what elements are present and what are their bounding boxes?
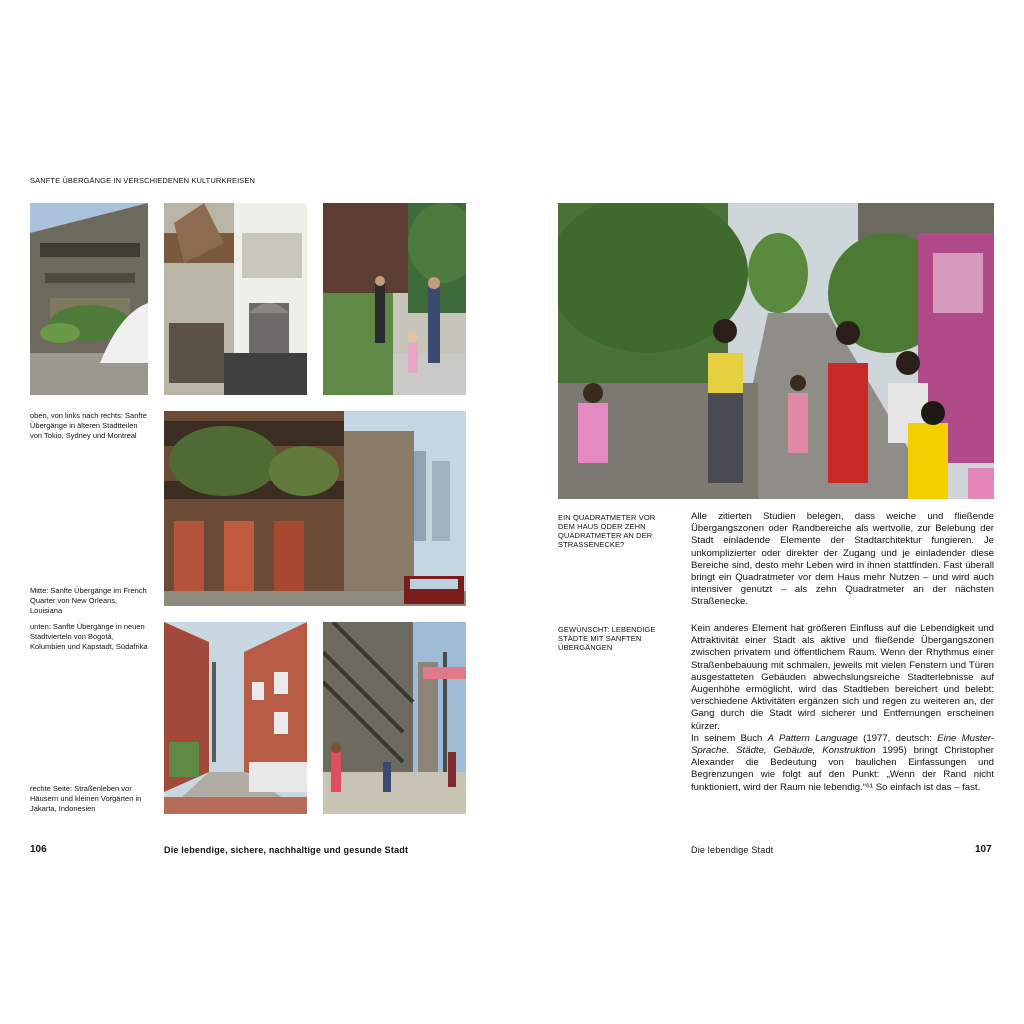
photo-bogota bbox=[164, 622, 307, 814]
body-paragraph-2: Kein anderes Element hat größeren Einfluss auf die Lebendigkeit und Attraktivität einer Stadt als aktive und fließende Übergangszonen zwischen privatem und öffentlichem Raum. Wenn der Rhythmus einer Straßenbebauung mit schmalen, jeweils mit vielen Fenstern und Türen ausgestatteten Gebäuden abwechslungsreiche Stadterlebnisse auf Augenhöhe ermöglicht, wird das Stadtleben bereichert und belebt: verschiedene Aktivitäten ergänzen sich und regen zu weiteren an, der Gang durch die Stadt wird sicherer und Entfernungen erscheinen kürzer. In seinem Buch A Pattern Language (1977, deutsch: Eine Muster-Sprache. Städte, Gebäude, Konstruktion 1995) bringt Christopher Alexander die Bedeutung von baulichen Einfassungen und Begrenzungen wie folgt auf den Punkt: „Wenn der Rand nicht funktioniert, wird der Raum nie lebendig.“⁶¹ So einfach ist das – fast. bbox=[691, 623, 994, 793]
section-heading: SANFTE ÜBERGÄNGE IN VERSCHIEDENEN KULTURKREISEN bbox=[30, 176, 256, 185]
body-paragraph-1: Alle zitierten Studien belegen, dass weiche und fließende Übergangszonen oder Randbereiche als wertvolle, zur Belebung der Stadt einladende Elemente der Stadtarchitektur fungieren. Je unkomplizierter oder direkter der Zugang und je einladender diese Bereiche sind, desto mehr Leben wird in ihnen stattfinden. Fast überall bringt ein Quadratmeter vor dem Haus mehr Nutzen – und wird auch intensiver genutzt – als zehn Quadratmeter an der nächsten Straßenecke. bbox=[691, 511, 994, 608]
page-number-left: 106 bbox=[30, 844, 47, 855]
caption-bottom-row: unten: Sanfte Übergänge in neuen Stadtvierteln von Bogotá, Kolumbien und Kapstadt, Südafrika bbox=[30, 622, 148, 651]
running-title-left: Die lebendige, sichere, nachhaltige und gesunde Stadt bbox=[164, 845, 409, 855]
margin-heading-second: GEWÜNSCHT: LEBENDIGE STÄDTE MIT SANFTEN ÜBERGÄNGEN bbox=[558, 625, 656, 652]
caption-right-page-ref: rechte Seite: Straßenleben vor Häusern und kleinen Vorgärten in Jakarta, Indonesien bbox=[30, 784, 142, 813]
margin-heading-first: EIN QUADRATMETER VOR DEM HAUS ODER ZEHN QUADRATMETER AN DER STRASSENECKE? bbox=[558, 513, 656, 549]
page-number-right: 107 bbox=[975, 844, 992, 855]
photo-cape-town bbox=[323, 622, 466, 814]
caption-middle-row: Mitte: Sanfte Übergänge im French Quarter von New Orleans, Louisiana bbox=[30, 586, 147, 615]
caption-top-row: oben, von links nach rechts: Sanfte Übergänge in älteren Stadtteilen von Tokio, Sydney und Montreal bbox=[30, 411, 147, 440]
body-paragraph-3: In seinem Buch A Pattern Language (1977, deutsch: Eine Muster-Sprache. Städte, Gebäude, Konstruktion 1995) bringt Christopher Alexander die Bedeutung von baulichen Einfassungen und Begrenzungen wie folgt auf den Punkt: „Wenn der Rand nicht funktioniert, wird der Raum nie lebendig.“⁶¹ So einfach ist das – fast. bbox=[691, 732, 994, 793]
photo-new-orleans bbox=[164, 411, 466, 606]
photo-jakarta bbox=[558, 203, 994, 499]
photo-montreal bbox=[323, 203, 466, 395]
photo-sydney bbox=[164, 203, 307, 395]
photo-tokyo bbox=[30, 203, 148, 395]
running-title-right: Die lebendige Stadt bbox=[691, 845, 774, 855]
